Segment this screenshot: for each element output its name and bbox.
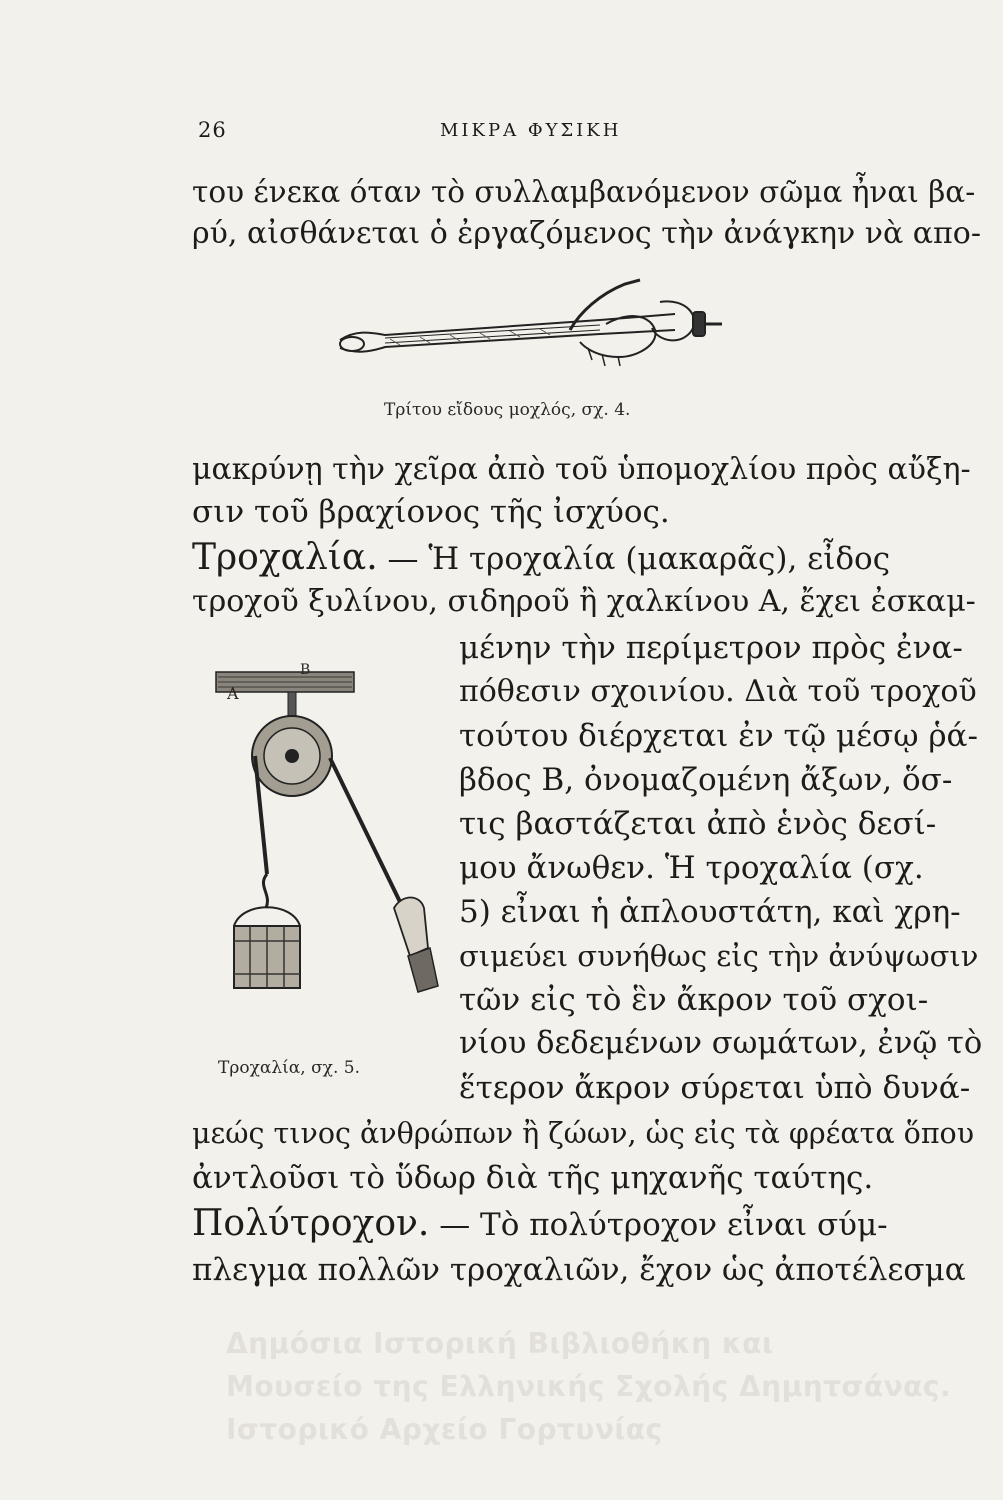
- body-line: τις βαστάζεται ἀπὸ ἑνὸς δεσί-: [459, 806, 937, 842]
- library-watermark: Δημόσια Ιστορική Βιβλιοθήκη και Μουσείο της Ελληνικής Σχολής Δημητσάνας. Ιστορικό Αρχείο Γορτυνίας: [226, 1327, 952, 1446]
- figure5-caption: Τροχαλία, σχ. 5.: [218, 1058, 361, 1078]
- label-b: B: [300, 662, 311, 678]
- body-line: τῶν εἰς τὸ ἓν ἄκρον τοῦ σχοι-: [459, 982, 929, 1018]
- body-line: του ένεκα όταν τὸ συλλαμβανόμενον σῶμα ἦναι βα-: [192, 175, 976, 209]
- running-title: ΜΙΚΡΑ ΦΥΣΙΚΗ: [440, 120, 622, 141]
- lever-figure: [330, 272, 730, 382]
- body-line: ἀντλοῦσι τὸ ὕδωρ διὰ τῆς μηχανῆς ταύτης.: [192, 1160, 874, 1196]
- body-line: πόθεσιν σχοινίου. Διὰ τοῦ τροχοῦ: [459, 674, 977, 709]
- body-line: ἕτερον ἄκρον σύρεται ὑπὸ δυνά-: [459, 1070, 971, 1106]
- figure4-caption: Τρίτου εἴδους μοχλός, σχ. 4.: [384, 400, 631, 420]
- body-line: τούτου διέρχεται ἐν τῷ μέσῳ ῥά-: [459, 718, 978, 754]
- body-line: μένην τὴν περίμετρον πρὸς ἐνα-: [459, 630, 963, 666]
- section-trochalia-line: Τροχαλία. — Ἡ τροχαλία (μακαρᾶς), εἶδος: [192, 537, 891, 578]
- body-line: τροχοῦ ξυλίνου, σιδηροῦ ἢ χαλκίνου Α, ἔχει ἐσκαμ-: [192, 584, 976, 619]
- body-line: μακρύνῃ τὴν χεῖρα ἀπὸ τοῦ ὑπομοχλίου πρὸς αὔξη-: [192, 452, 971, 487]
- body-line: σιμεύει συνήθως εἰς τὴν ἀνύψωσιν: [459, 939, 979, 973]
- page-header: [0, 118, 1003, 148]
- section-polytrochon-line: Πολύτροχον. — Τὸ πολύτροχον εἶναι σύμ-: [192, 1203, 888, 1244]
- page-number: 26: [198, 118, 227, 142]
- body-line: σιν τοῦ βραχίονος τῆς ἰσχύος.: [192, 494, 670, 530]
- label-a: A: [227, 684, 239, 703]
- body-line: βδος Β, ὀνομαζομένη ἄξων, ὅσ-: [459, 762, 953, 798]
- body-line: μεώς τινος ἀνθρώπων ἢ ζώων, ὡς εἰς τὰ φρέατα ὅπου: [192, 1117, 975, 1150]
- body-line: 5) εἶναι ἡ ἁπλουστάτη, καὶ χρη-: [459, 894, 961, 930]
- body-line: πλεγμα πολλῶν τροχαλιῶν, ἔχον ὡς ἀποτέλεσμα: [192, 1252, 966, 1288]
- pulley-figure: [212, 656, 452, 1046]
- section-heading-trochalia: Τροχαλία.: [192, 537, 378, 578]
- body-line: νίου δεδεμένων σωμάτων, ἐνῷ τὸ: [459, 1026, 983, 1061]
- body-line: ρύ, αἰσθάνεται ὁ ἐργαζόμενος τὴν ἀνάγκην νὰ απο-: [192, 216, 981, 251]
- section-heading-polytrochon: Πολύτροχον.: [192, 1203, 430, 1244]
- body-line: μου ἄνωθεν. Ἡ τροχαλία (σχ.: [459, 850, 924, 886]
